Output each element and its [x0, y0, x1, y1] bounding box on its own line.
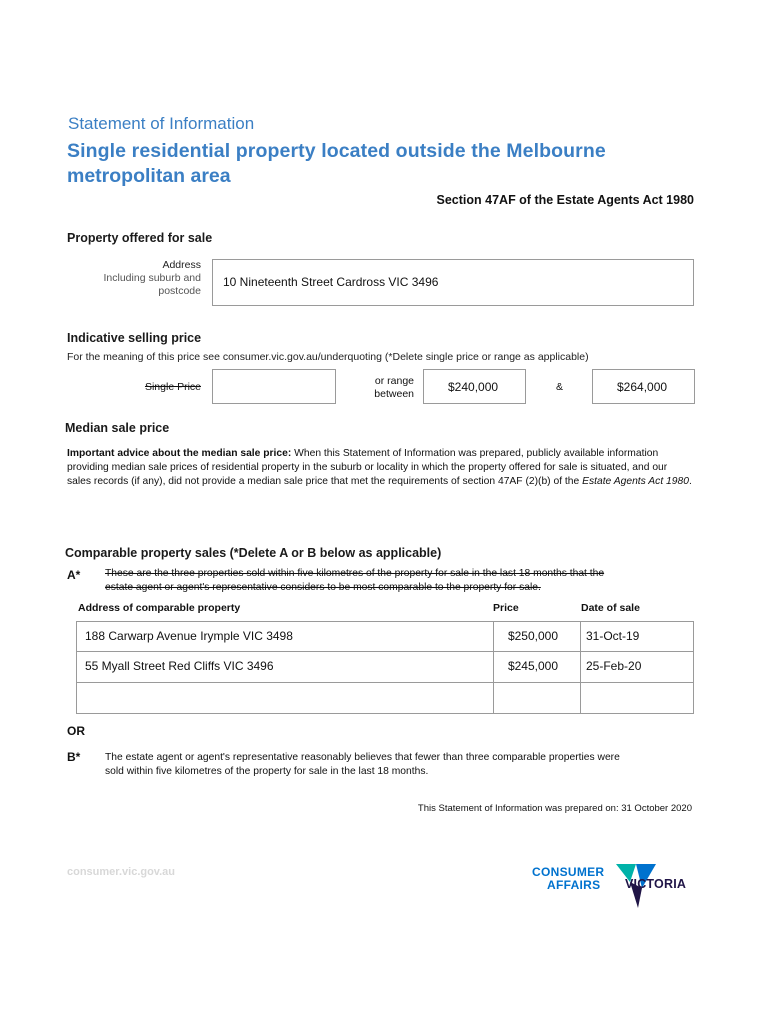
median-advice-text: When this Statement of Information was prepared, publicly available information providing median sale prices of residential property in the suburb or locality in which the property offered for sale is situated, and our sales records (if any), did not provide a median sale price that met the requirements of section 47AF (2)(b) of the: [67, 448, 668, 487]
table-border: [76, 713, 694, 714]
range-label: [338, 375, 414, 401]
option-b-text-line1: The estate agent or agent's representative reasonably believes that fewer than three comparable properties were: [105, 752, 620, 763]
comparable-table: [76, 621, 694, 714]
or-label: OR: [67, 724, 85, 738]
address-value: 10 Nineteenth Street Cardross VIC 3496: [223, 275, 439, 289]
option-a-marker: A*: [67, 568, 81, 582]
table-border: [76, 621, 694, 622]
row-address[interactable]: 55 Myall Street Red Cliffs VIC 3496: [85, 659, 274, 673]
logo-affairs: AFFAIRS: [547, 878, 601, 892]
single-price-field[interactable]: [212, 369, 336, 404]
range-low-field[interactable]: [423, 369, 526, 404]
median-heading: Median sale price: [65, 421, 170, 435]
document-title-line1: Single residential property located outside the Melbourne: [67, 140, 606, 162]
range-low-value: $240,000: [448, 380, 499, 394]
consumer-affairs-victoria-logo: [530, 862, 700, 910]
address-field[interactable]: [212, 259, 694, 306]
row-date[interactable]: 31-Oct-19: [586, 629, 640, 643]
option-a-text-line1: These are the three properties sold within five kilometres of the property for sale in the last 18 months that the: [105, 568, 605, 579]
col-header-date: Date of sale: [581, 602, 640, 614]
row-price[interactable]: $245,000: [507, 659, 558, 673]
row-date[interactable]: 25-Feb-20: [586, 659, 642, 673]
table-border: [580, 621, 581, 714]
table-border: [76, 621, 77, 714]
indicative-heading: Indicative selling price: [67, 331, 202, 345]
option-b-marker: B*: [67, 750, 81, 764]
address-label-hint-1: Including suburb and: [103, 272, 201, 284]
document-title-line2: metropolitan area: [67, 165, 231, 187]
logo-victoria: VICTORIA: [625, 877, 687, 891]
prepared-date: This Statement of Information was prepared on: 31 October 2020: [417, 803, 692, 814]
median-advice-act: Estate Agents Act 1980: [582, 475, 689, 487]
indicative-note: For the meaning of this price see consumer.vic.gov.au/underquoting (*Delete single price or range as applicable): [67, 351, 589, 363]
option-a-text-line2: estate agent or agent's representative considers to be most comparable to the property for sale.: [105, 581, 541, 593]
option-a-text: [105, 567, 604, 594]
row-address[interactable]: 188 Carwarp Avenue Irymple VIC 3498: [85, 629, 293, 643]
option-b-text-line2: sold within five kilometres of the property for sale in the last 18 months.: [105, 765, 429, 777]
table-border: [76, 682, 694, 683]
range-label-line2: between: [374, 388, 414, 400]
table-border: [693, 621, 694, 714]
median-advice-end: .: [688, 475, 692, 487]
col-header-price: Price: [493, 602, 519, 614]
comparable-heading: Comparable property sales (*Delete A or B below as applicable): [65, 546, 442, 560]
range-label-line1: or range: [374, 375, 414, 387]
document-type: Statement of Information: [68, 114, 255, 133]
logo-consumer: CONSUMER: [532, 865, 605, 879]
address-label: [60, 259, 201, 298]
option-b-text: [105, 751, 620, 778]
property-heading: Property offered for sale: [67, 231, 213, 245]
address-label-title: Address: [162, 259, 201, 271]
footer-link[interactable]: consumer.vic.gov.au: [67, 866, 176, 878]
single-price-label: Single Price: [144, 381, 201, 393]
range-high-field[interactable]: [592, 369, 695, 404]
row-price[interactable]: $250,000: [507, 629, 558, 643]
range-high-value: $264,000: [617, 380, 668, 394]
col-header-address: Address of comparable property: [78, 602, 241, 614]
table-border: [76, 651, 694, 652]
act-reference: Section 47AF of the Estate Agents Act 1980: [436, 193, 694, 207]
range-joiner: &: [556, 381, 564, 393]
median-advice-bold: Important advice about the median sale price:: [67, 448, 292, 459]
address-label-hint-2: postcode: [158, 285, 201, 297]
median-advice: [67, 447, 692, 488]
